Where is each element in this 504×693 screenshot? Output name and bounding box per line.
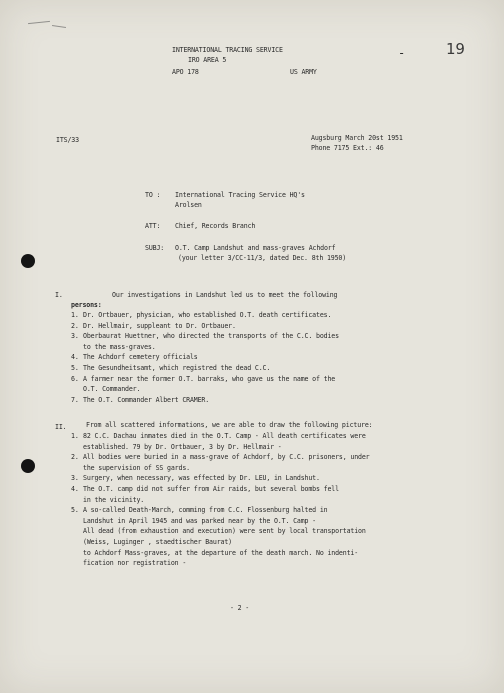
header-army: US ARMY — [290, 68, 317, 76]
item-text: The Achdorf cemetery officials — [83, 353, 198, 362]
section-numeral: I. — [55, 291, 63, 299]
findings-list — [71, 431, 369, 569]
item-number: 5. — [71, 506, 79, 515]
att-label: ATT: — [145, 222, 161, 230]
punch-hole — [21, 254, 35, 268]
reference-code: ITS/33 — [56, 136, 79, 144]
to-location: Arolsen — [175, 201, 202, 209]
item-number: 3. — [71, 474, 79, 483]
item-number: 6. — [71, 374, 79, 383]
list-item — [71, 431, 369, 452]
persons-list — [71, 310, 339, 405]
page-footer: - 2 - — [230, 604, 250, 612]
list-item — [71, 363, 339, 374]
section-intro: From all scattered informations, we are able to draw the following picture: — [86, 421, 373, 429]
item-text-cont: (Weiss, Luginger , staedtischer Baurat) — [83, 537, 232, 546]
list-item — [71, 473, 369, 484]
section-intro: Our investigations in Landshut led us to meet the following — [112, 291, 338, 299]
item-text-cont: All dead (from exhaustion and execution) were sent by local transportation — [83, 527, 366, 536]
list-item — [71, 505, 369, 569]
list-item — [71, 374, 339, 395]
item-number: 3. — [71, 332, 79, 341]
pencil-mark — [28, 21, 50, 24]
item-text-cont: fication nor registration - — [83, 559, 187, 568]
dash-mark: - — [398, 46, 406, 60]
item-number: 2. — [71, 453, 79, 462]
item-text-cont: to Achdorf Mass-graves, at the departure of the death march. No indenti- — [83, 548, 359, 557]
list-item — [71, 321, 339, 332]
item-text-cont: established. 79 by Dr. Ortbauer, 3 by Dr. Hellmair - — [83, 442, 282, 451]
date-line: Augsburg March 20st 1951 — [311, 134, 403, 142]
item-text-cont: the supervision of SS gards. — [83, 463, 190, 472]
list-item — [71, 331, 339, 352]
list-item — [71, 352, 339, 363]
list-item — [71, 310, 339, 321]
page-number: 19 — [446, 40, 465, 58]
item-number: 2. — [71, 321, 79, 330]
item-number: 1. — [71, 311, 79, 319]
phone-line: Phone 7175 Ext.: 46 — [311, 144, 384, 152]
list-item — [71, 484, 369, 505]
item-number: 4. — [71, 484, 79, 493]
att-value: Chief, Records Branch — [175, 222, 256, 230]
to-label: TO : — [145, 191, 161, 199]
item-text: Dr. Hellmair, suppleant to Dr. Ortbauer. — [83, 321, 236, 330]
pencil-mark — [52, 25, 66, 28]
item-text: A so-called Death-March, comming from C.C. Flossenburg halted in — [83, 506, 328, 515]
section-numeral: II. — [55, 423, 67, 431]
item-text: A farmer near the former O.T. barraks, who gave us the name of the — [83, 374, 336, 383]
item-number: 4. — [71, 353, 79, 362]
item-text-cont: to the mass-graves. — [83, 342, 156, 351]
item-text: Oberbaurat Huettner, who directed the transports of the C.C. bodies — [83, 332, 339, 341]
punch-hole — [21, 459, 35, 473]
item-text-cont: in the vicinity. — [83, 495, 145, 504]
to-recipient: International Tracing Service HQ's — [175, 191, 305, 199]
list-item — [71, 395, 339, 406]
item-text: Surgery, when necessary, was effected by Dr. LEU, in Landshut. — [83, 474, 320, 483]
item-text: Dr. Ortbauer, physician, who established O.T. death certificates. — [83, 311, 332, 319]
item-text: 82 C.C. Dachau inmates died in the O.T. Camp - All death certificates were — [83, 432, 366, 440]
list-item — [71, 452, 369, 473]
item-text-cont: Landshut in April 1945 and was parked near by the O.T. Camp - — [83, 516, 317, 525]
item-number: 5. — [71, 363, 79, 372]
item-text: The Gesundheitsamt, which registred the dead C.C. — [83, 363, 271, 372]
item-text: The O.T. camp did not suffer from Air raids, but several bombs fell — [83, 484, 339, 493]
item-text: The O.T. Commander Albert CRAMER. — [83, 395, 210, 404]
header-apo: APO 178 — [172, 68, 199, 76]
subject-label: SUBJ: — [145, 244, 165, 252]
header-area: IRO AREA 5 — [188, 56, 227, 64]
subject-line: O.T. Camp Landshut and mass-graves Achdorf — [175, 244, 336, 252]
item-number: 1. — [71, 432, 79, 440]
subject-reference: (your letter 3/CC-11/3, dated Dec. 8th 1950) — [178, 254, 347, 262]
item-number: 7. — [71, 395, 79, 404]
item-text: All bodies were buried in a mass-grave of Achdorf, by C.C. prisoners, under — [83, 453, 370, 462]
section-intro-cont: persons: — [71, 301, 102, 309]
header-org: INTERNATIONAL TRACING SERVICE — [172, 46, 283, 54]
item-text-cont: O.T. Commander. — [83, 385, 141, 394]
